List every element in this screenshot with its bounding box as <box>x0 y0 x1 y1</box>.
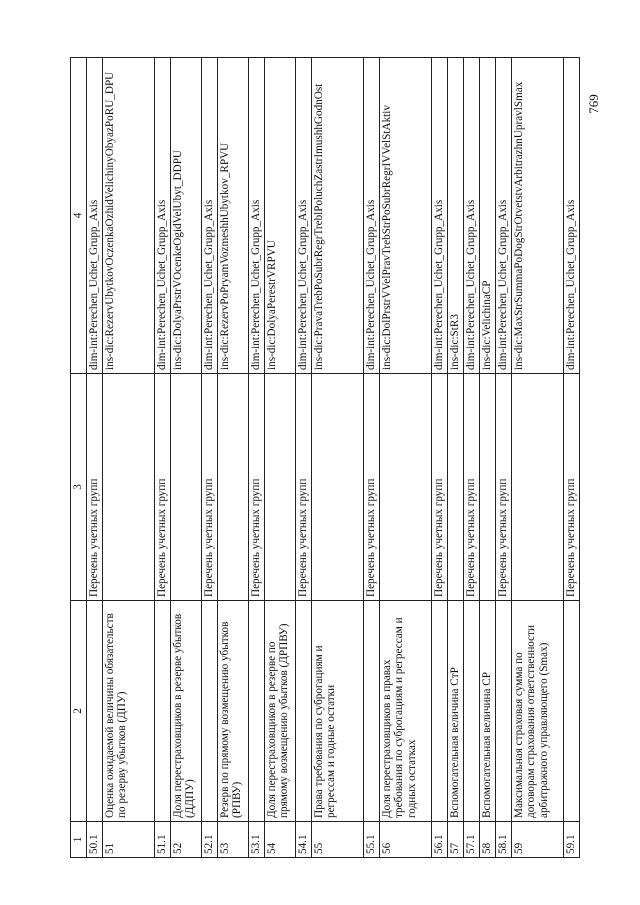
header-cell: 3 <box>71 374 87 601</box>
table-cell: Перечень учетных групп <box>248 374 264 601</box>
table-cell: 55.1 <box>363 822 379 858</box>
table-cell: 57 <box>447 822 463 858</box>
table-cell: ins-dic:DolyaPerestrVRPVU <box>264 58 295 374</box>
table-row <box>379 58 431 858</box>
table-cell: Доля перестраховщиков в правах требования по суброгациям и регрессам и годных остатках <box>379 601 431 822</box>
table-cell <box>217 374 248 601</box>
page-number: 769 <box>586 94 601 114</box>
table-cell: Перечень учетных групп <box>154 374 170 601</box>
table-cell: 58 <box>479 822 495 858</box>
table-row <box>479 58 495 858</box>
corner-mark <box>568 852 582 882</box>
table-cell: dim-int:Perechen_Uchet_Grupp_Axis <box>201 58 217 374</box>
table-cell: 54.1 <box>295 822 311 858</box>
table-cell: Доля перестраховщиков в резерве убытков (ДДПУ) <box>170 601 201 822</box>
table-cell <box>264 374 295 601</box>
table-cell: 52.1 <box>201 822 217 858</box>
table-row <box>86 58 102 858</box>
table-cell <box>295 601 311 822</box>
table-row <box>201 58 217 858</box>
table-cell <box>563 601 579 822</box>
table-row <box>563 58 579 858</box>
table-row <box>217 58 248 858</box>
table-cell: Права требования по суброгациям и регрессам и годные остатки <box>311 601 363 822</box>
table-cell: Максимальная страховая сумма по договорам страхования ответственности арбитражного управляющего (Smax) <box>511 601 563 822</box>
table-cell: dim-int:Perechen_Uchet_Grupp_Axis <box>463 58 479 374</box>
table-row <box>102 58 154 858</box>
table-row <box>311 58 363 858</box>
table-cell <box>201 601 217 822</box>
table-cell: ins-dic:DolyaPrstrVOcenkeOgidVelUbyt_DDPU <box>170 58 201 374</box>
table-cell: 57.1 <box>463 822 479 858</box>
table-cell <box>463 601 479 822</box>
table-cell <box>479 374 495 601</box>
table-cell: dim-int:Perechen_Uchet_Grupp_Axis <box>295 58 311 374</box>
table-cell: Перечень учетных групп <box>201 374 217 601</box>
table-cell <box>511 374 563 601</box>
table-cell: ins-dic:DolPrstrVVelPravTrebStrPoSubrRegrIVVelStAktiv <box>379 58 431 374</box>
table-cell <box>102 374 154 601</box>
table-cell: dim-int:Perechen_Uchet_Grupp_Axis <box>495 58 511 374</box>
table-cell: dim-int:Perechen_Uchet_Grupp_Axis <box>86 58 102 374</box>
table-row <box>495 58 511 858</box>
data-table <box>70 57 580 858</box>
table-cell: Перечень учетных групп <box>363 374 379 601</box>
table-row <box>248 58 264 858</box>
table-cell: ins-dic:RezervPoPryamVozmeshhUbytkov_RPVU <box>217 58 248 374</box>
table-cell <box>431 601 447 822</box>
header-cell: 2 <box>71 601 87 822</box>
table-cell <box>447 374 463 601</box>
table-cell <box>154 601 170 822</box>
table-cell: Перечень учетных групп <box>563 374 579 601</box>
table-cell: dim-int:Perechen_Uchet_Grupp_Axis <box>248 58 264 374</box>
table-row <box>295 58 311 858</box>
table-cell: dim-int:Perechen_Uchet_Grupp_Axis <box>363 58 379 374</box>
table-row <box>264 58 295 858</box>
table-cell: Перечень учетных групп <box>463 374 479 601</box>
table-cell: Перечень учетных групп <box>295 374 311 601</box>
table-cell: 56 <box>379 822 431 858</box>
header-row <box>71 58 87 858</box>
table-cell: Доля перестраховщиков в резерве по прямому возмещению убытков (ДРПВУ) <box>264 601 295 822</box>
table-body <box>71 58 580 858</box>
table-cell: ins-dic:PravaTrebPoSubrRegrTreblPoluchZastrImushhGodnOst <box>311 58 363 374</box>
table-cell: Перечень учетных групп <box>431 374 447 601</box>
table-cell: dim-int:Perechen_Uchet_Grupp_Axis <box>563 58 579 374</box>
table-cell <box>248 601 264 822</box>
table-cell <box>495 601 511 822</box>
table-cell <box>86 601 102 822</box>
table-row <box>363 58 379 858</box>
header-cell: 4 <box>71 58 87 374</box>
table-cell <box>363 601 379 822</box>
table-cell <box>379 374 431 601</box>
table-cell: Резерв по прямому возмещению убытков (РПВУ) <box>217 601 248 822</box>
table-cell <box>311 374 363 601</box>
table-row <box>511 58 563 858</box>
table-cell: Перечень учетных групп <box>86 374 102 601</box>
rotated-page-content <box>70 58 577 858</box>
table-cell: 59.1 <box>563 822 579 858</box>
table-cell: 51.1 <box>154 822 170 858</box>
table-cell: 53 <box>217 822 248 858</box>
table-cell: ins-dic:StR3 <box>447 58 463 374</box>
table-cell: ins-dic:VelichinaCP <box>479 58 495 374</box>
table-cell: 59 <box>511 822 563 858</box>
table-cell: 55 <box>311 822 363 858</box>
table-cell <box>170 374 201 601</box>
table-row <box>463 58 479 858</box>
table-cell: 51 <box>102 822 154 858</box>
table-row <box>447 58 463 858</box>
table-cell: Перечень учетных групп <box>495 374 511 601</box>
header-cell: 1 <box>71 822 87 858</box>
table-cell: Вспомогательная величина CР <box>479 601 495 822</box>
table-row <box>170 58 201 858</box>
table-cell: 58.1 <box>495 822 511 858</box>
table-cell: ins-dic:MaxStrSummaPoDogStrOtvetstvArbitrazhnUpravlSmax <box>511 58 563 374</box>
table-cell: 54 <box>264 822 295 858</box>
table-cell: 50.1 <box>86 822 102 858</box>
table-row <box>154 58 170 858</box>
table-cell: 52 <box>170 822 201 858</box>
table-cell: dim-int:Perechen_Uchet_Grupp_Axis <box>431 58 447 374</box>
table-cell: ins-dic:RezervUbytkovOczenkaOzhidVelichinyObyazPoRU_DPU <box>102 58 154 374</box>
table-cell: Вспомогательная величина CтР <box>447 601 463 822</box>
table-cell: dim-int:Perechen_Uchet_Grupp_Axis <box>154 58 170 374</box>
table-cell: 56.1 <box>431 822 447 858</box>
table-cell: Оценка ожидаемой величины обязательств по резерву убытков (ДПУ) <box>102 601 154 822</box>
table-row <box>431 58 447 858</box>
table-cell: 53.1 <box>248 822 264 858</box>
